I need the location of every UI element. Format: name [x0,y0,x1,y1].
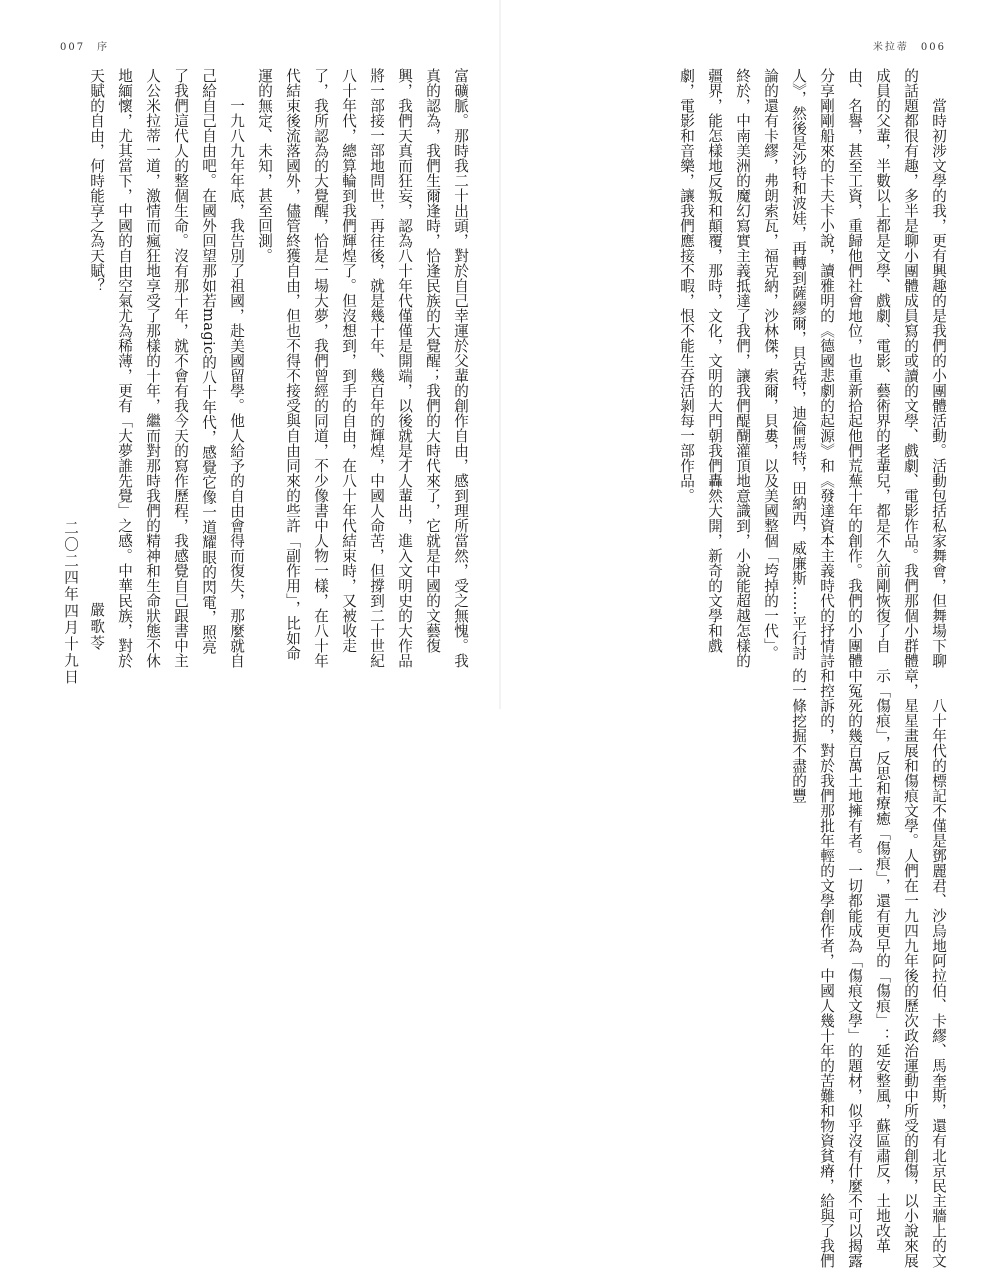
signature-date: 二〇二四年四月十九日 [62,520,79,686]
page-gutter [499,0,501,709]
left-page-header: 007 序 [60,42,110,53]
paragraph: 富礦脈。那時我二十出頭，對於自己幸運於父輩的創作自由，感到理所當然，受之無愧。我真的認為，我們生爾逢時，恰逢民族的大覺醒；我們的大時代來了，它就是中國的文藝復興，我們天真而狂妄，認為八十年代僅僅是開端，以後就是才人輩出，進入文明史的大作品將一部接一部地問世，再往後，就是幾十年、幾百年的輝煌，中國人命苦，但撐到二十世紀八十年代，總算輪到我們輝煌了。但沒想到，到手的自由，在八十年代結束時，又被收走了，我所認為的大覺醒，恰是一場大夢，我們曾經的同道，不少像書中人物一樣，在八十年代結束後流落國外，儘管終獲自由，但也不得不接受與自由同來的些許「副作用」，比如命運的無定、未知，甚至回測。 [256,68,469,668]
left-page-body [56,68,474,668]
paragraph: 一九八九年年底，我告別了祖國，赴美國留學。他人給予的自由會得而復失，那麼就自己給自己自由吧。在國外回望那如若magic的八十年代，感覺它像一道耀眼的閃電，照亮了我們這代人的整個生命。沒有那十年，就不會有我今天的寫作歷程，我感覺自己跟書中主人公米拉蒂一道，激情而瘋狂地享受了那樣的十年，繼而對那時我們的精神和生命狀態不休地緬懷，尤其當下，中國的自由空氣尤為稀薄，更有「大夢誰先覺」之感。中華民族，對於天賦的自由，何時能享之為天賦？ [88,68,245,668]
paragraph: 當時初涉文學的我，更有興趣的是我們的小團體活動。活動包括私家舞會，但舞場下聊的話題都很有趣，多半是聊小團體成員寫的或讀的文學、戲劇、電影作品。我們那個小群體成員的父輩，半數以上都是文學、戲劇、電影、藝術界的老輩兒，都是不久前剛恢復了自由、名譽，甚至工資，重歸他們社會地位，也重新拾起他們荒蕪十年的創作。我們的小團體分享剛剛船來的卡夫卡小說，讀雅明的《德國悲劇的起源》和《發達資本主義時代的抒情詩人》，然後是沙特和波娃，再轉到薩繆爾，貝克特，迪倫馬特，田納西，威廉斯……平行討論的還有卡繆，弗朗索瓦，福克納，沙林傑，索爾，貝婁，以及美國整個「垮掉的一代」。終於，中南美洲的魔幻寫實主義抵達了我們，讓我們醍醐灌頂地意識到，小說能超越怎樣的疆界，能怎樣地反叛和顛覆，那時，文化，文明的大門朝我們轟然大開，新奇的文學和戲劇，電影和音樂，讓我們應接不暇，恨不能生吞活剝每一部作品。 [678,68,947,668]
author-signature: 嚴歌苓 [88,602,105,652]
paragraph: 八十年代的標記不僅是鄧麗君、沙烏地阿拉伯、卡繆、馬奎斯，還有北京民主牆上的文章，星星畫展和傷痕文學。人們在一九四九年後的歷次政治運動中所受的創傷，以小說來展示「傷痕」，反思和療癒「傷痕」，還有更早的「傷痕」：延安整風，蘇區肅反，土地改革中冤死的幾百萬土地擁有者。一切都能成為「傷痕文學」的題材，似乎沒有什麼不可以揭露和控訴的，對於我們那批年輕的文學創作者，中國人幾十年的苦難和物資貧瘠，給與了我們的一條挖掘不盡的豐 [790,668,947,1268]
right-page-header: 米拉蒂 006 [872,42,946,53]
right-page-body [512,68,952,1268]
